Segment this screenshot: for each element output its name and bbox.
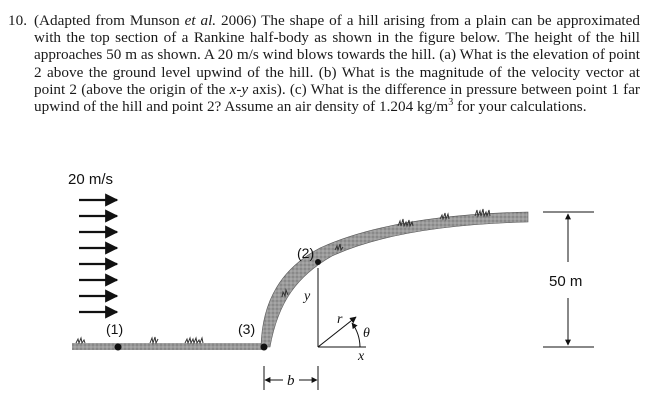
wind-arrows — [79, 200, 117, 312]
rankine-hill-figure — [0, 160, 647, 409]
problem-number: 10. — [8, 12, 27, 29]
point-1-marker — [115, 344, 122, 351]
point-3-marker — [261, 344, 268, 351]
ground-surface — [72, 343, 264, 350]
hill-surface — [261, 212, 528, 347]
problem-text: (Adapted from Munson et al. 2006) The shape of a hill arising from a plain can be approximated with the top section of a Rankine half-body as shown in the figure below. The height of the hill approaches 50 m as shown. A 20 m/s wind blows towards the hill. (a) What is the elevation of point 2 above the ground level upwind of the hill. (b) What is the magnitude of the velocity vector at point 2 (above the origin of the x-y axis). (c) What is the difference in pressure between point 1 far upwind of the hill and point 2? Assume an air density of 1.204 $kg/m^3$ for your calculations. — [34, 12, 640, 116]
theta-arc — [352, 323, 360, 347]
point-3-label: (3) — [238, 321, 256, 337]
x-axis-label: x — [358, 349, 365, 364]
theta-label: θ — [363, 326, 370, 341]
point-2-label: (2) — [297, 245, 315, 261]
height-label: 50 m — [549, 273, 583, 290]
r-label: r — [337, 312, 343, 327]
wind-speed-label: 20 m/s — [68, 171, 114, 188]
y-axis-label: y — [304, 289, 311, 304]
point-1-label: (1) — [106, 321, 124, 337]
b-dimension-label: b — [287, 373, 295, 389]
problem-statement — [8, 12, 640, 115]
point-2-marker — [315, 259, 321, 265]
